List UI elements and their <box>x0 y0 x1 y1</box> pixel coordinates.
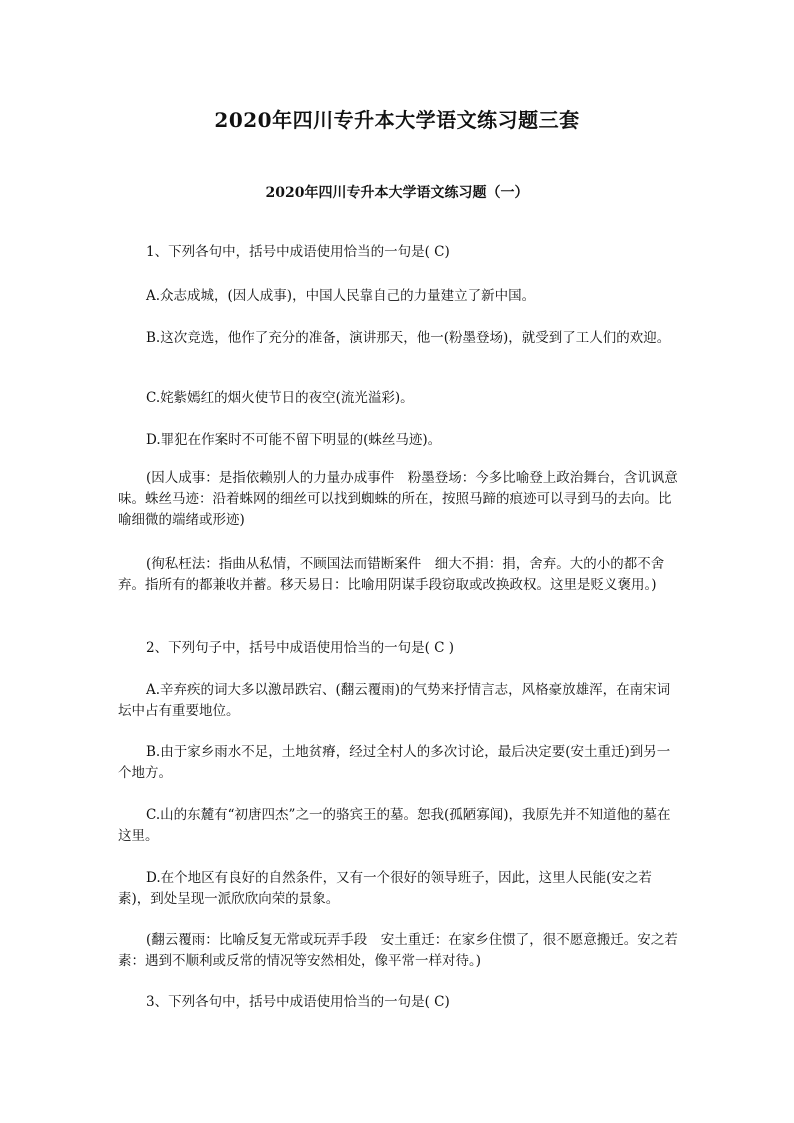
question-1-explanation-1: (因人成事：是指依赖别人的力量办成事件 粉墨登场：今多比喻登上政治舞台，含讥讽意味。蛛丝马迹：沿着蛛网的细丝可以找到蜘蛛的所在，按照马蹄的痕迹可以寻到马的去向。比喻细微的端绪或形迹) <box>118 470 678 528</box>
question-1-option-d: D.罪犯在作案时不可能不留下明显的(蛛丝马迹)。 <box>146 432 442 448</box>
document-title: 2020年四川专升本大学语文练习题三套 <box>214 108 580 132</box>
section-subtitle: 2020年四川专升本大学语文练习题（一） <box>265 185 529 201</box>
question-2-explanation: (翻云覆雨：比喻反复无常或玩弄手段 安土重迁：在家乡住惯了，很不愿意搬迁。安之若素：遇到不顺利或反常的情况等安然相处，像平常一样对待。) <box>118 932 678 969</box>
question-2-option-a: A.辛弃疾的词大多以激昂跌宕、(翻云覆雨)的气势来抒情言志，风格豪放雄浑，在南宋词坛中占有重要地位。 <box>118 682 671 719</box>
question-2-option-c: C.山的东麓有“初唐四杰”之一的骆宾王的墓。恕我(孤陋寡闻)，我原先并不知道他的墓在这里。 <box>118 807 671 844</box>
question-2-option-d: D.在个地区有良好的自然条件，又有一个很好的领导班子，因此，这里人民能(安之若素)，到处呈现一派欣欣向荣的景象。 <box>118 870 652 907</box>
question-3-stem: 3、下列各句中，括号中成语使用恰当的一句是( C) <box>146 994 450 1010</box>
question-1-explanation-2: (徇私枉法：指曲从私情，不顾国法而错断案件 细大不捐：捐，舍弃。大的小的都不舍弃。指所有的都兼收并蓄。移天易日：比喻用阴谋手段窃取或改换政权。这里是贬义褒用。) <box>118 556 665 593</box>
question-1-stem: 1、下列各句中，括号中成语使用恰当的一句是( C) <box>146 244 450 260</box>
question-2-stem: 2、下列句子中，括号中成语使用恰当的一句是( C ) <box>146 640 455 656</box>
question-1-option-c: C.姹紫嫣红的烟火使节日的夜空(流光溢彩)。 <box>146 390 414 406</box>
question-1-option-a: A.众志成城，(因人成事)，中国人民靠自己的力量建立了新中国。 <box>146 288 536 304</box>
question-2-option-b: B.由于家乡雨水不足，土地贫瘠，经过全村人的多次讨论，最后决定要(安土重迁)到另一个地方。 <box>118 744 671 781</box>
question-1-option-b: B.这次竞选，他作了充分的准备，演讲那天，他一(粉墨登场)，就受到了工人们的欢迎。 <box>146 330 671 346</box>
